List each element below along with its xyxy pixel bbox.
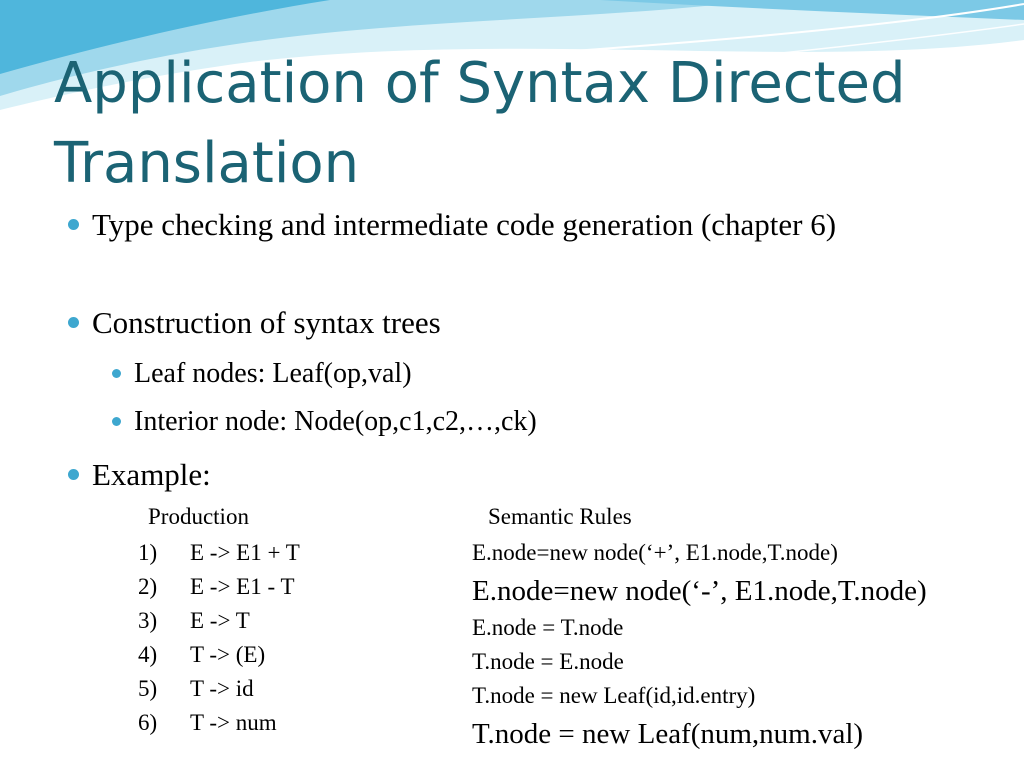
production-text: T -> (E) — [190, 642, 266, 667]
bullet-icon — [68, 219, 79, 230]
production-row — [138, 538, 300, 568]
production-row — [138, 606, 250, 636]
semantic-rule: T.node = new Leaf(num,num.val) — [472, 718, 864, 750]
slide-title: Application of Syntax Directed Translation — [54, 51, 906, 196]
production-text: T -> num — [190, 710, 277, 735]
production-number: 3) — [138, 608, 158, 633]
production-number: 1) — [138, 540, 158, 565]
sub-bullet-text: Leaf nodes: Leaf(op,val) — [134, 358, 412, 389]
production-row — [138, 674, 254, 704]
production-text: E -> T — [190, 608, 250, 633]
sub-bullet-icon — [112, 417, 121, 426]
production-number: 4) — [138, 642, 158, 667]
bullet-type-checking — [92, 202, 952, 247]
bullet-text: Example: — [92, 457, 211, 492]
bullet-icon — [68, 317, 79, 328]
bullet-text: Type checking and intermediate code generation (chapter 6) — [92, 207, 837, 242]
production-number: 5) — [138, 676, 158, 701]
production-number: 2) — [138, 574, 158, 599]
semantic-rule: E.node=new node(‘+’, E1.node,T.node) — [472, 540, 838, 565]
bullet-text: Construction of syntax trees — [92, 305, 441, 340]
sub-bullet-leaf-nodes — [134, 354, 954, 394]
production-text: E -> E1 + T — [190, 540, 300, 565]
production-number: 6) — [138, 710, 158, 735]
sub-bullet-interior-node — [134, 402, 954, 442]
semantic-rule: T.node = new Leaf(id,id.entry) — [472, 683, 756, 708]
semantic-rule: E.node = T.node — [472, 615, 624, 640]
production-text: T -> id — [190, 676, 254, 701]
sub-bullet-text: Interior node: Node(op,c1,c2,…,ck) — [134, 406, 537, 437]
production-row — [138, 708, 277, 738]
production-text: E -> E1 - T — [190, 574, 295, 599]
bullet-example — [92, 452, 952, 497]
semantic-rules-header: Semantic Rules — [488, 504, 632, 529]
production-header: Production — [148, 504, 249, 529]
bullet-icon — [68, 469, 79, 480]
sub-bullet-icon — [112, 369, 121, 378]
semantic-rule: T.node = E.node — [472, 649, 624, 674]
semantic-rule: E.node=new node(‘-’, E1.node,T.node) — [472, 575, 927, 607]
production-row — [138, 640, 265, 670]
production-row — [138, 572, 295, 602]
bullet-syntax-trees — [92, 300, 952, 345]
